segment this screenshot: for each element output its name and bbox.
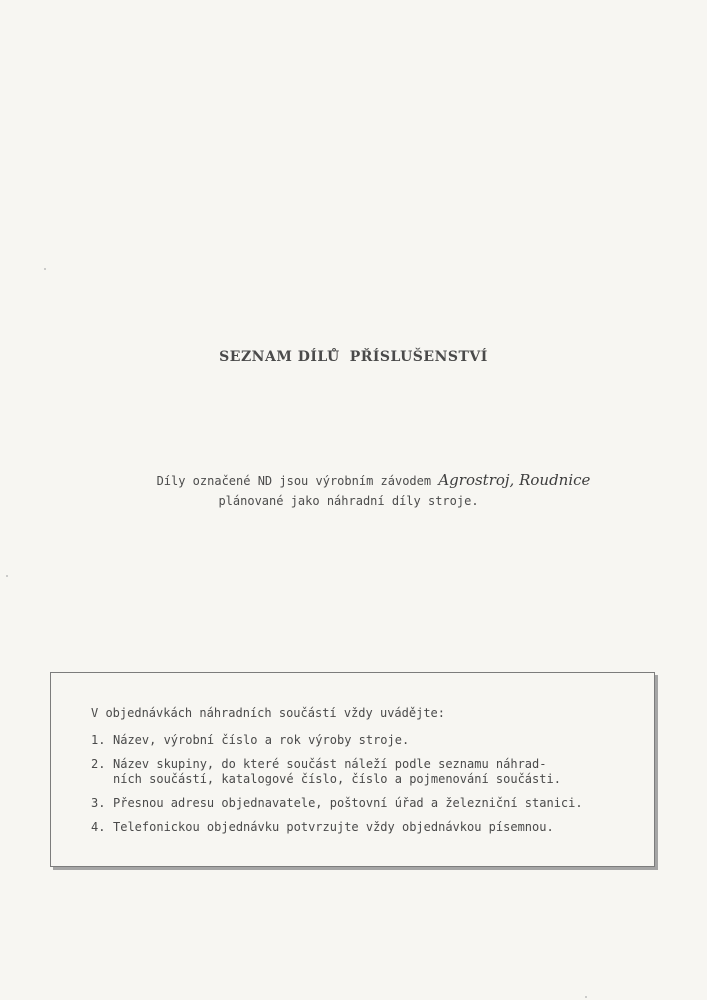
ordering-instructions-box bbox=[50, 672, 655, 867]
item-text-line: Přesnou adresu objednavatele, poštovní úřad a železniční stanici. bbox=[113, 796, 583, 810]
note-line-1-text: Díly označené ND jsou výrobním závodem bbox=[156, 474, 432, 488]
item-text-line: Telefonickou objednávku potvrzujte vždy objednávkou písemnou. bbox=[113, 820, 554, 834]
instructions-list bbox=[91, 733, 624, 835]
list-item bbox=[91, 820, 624, 835]
scan-speck bbox=[585, 996, 587, 998]
item-text-line: Název, výrobní číslo a rok výroby stroje. bbox=[113, 733, 410, 747]
item-text bbox=[113, 796, 624, 811]
title-part-1: SEZNAM DÍLŮ bbox=[219, 349, 340, 366]
manufacturer-name: Agrostroj, Roudnice bbox=[438, 471, 591, 489]
instructions-heading: V objednávkách náhradních součástí vždy uvádějte: bbox=[91, 706, 446, 720]
item-number: 2. bbox=[91, 757, 106, 771]
note-line-2: plánované jako náhradní díly stroje. bbox=[218, 494, 479, 508]
item-text-line: ních součástí, katalogové číslo, číslo a pojmenování součásti. bbox=[113, 772, 561, 786]
replacement-parts-note bbox=[0, 470, 707, 511]
title-part-2: PŘÍSLUŠENSTVÍ bbox=[349, 349, 488, 366]
item-number: 3. bbox=[91, 796, 106, 810]
page-title bbox=[0, 349, 707, 365]
scan-speck bbox=[6, 575, 8, 577]
item-text-line: Název skupiny, do které součást náleží podle seznamu náhrad- bbox=[113, 757, 547, 771]
item-text bbox=[113, 757, 624, 787]
item-text bbox=[113, 733, 624, 748]
list-item bbox=[91, 733, 624, 748]
list-item bbox=[91, 757, 624, 787]
item-text bbox=[113, 820, 624, 835]
item-number: 1. bbox=[91, 733, 106, 747]
item-number: 4. bbox=[91, 820, 106, 834]
note-line-1 bbox=[0, 470, 707, 491]
list-item bbox=[91, 796, 624, 811]
scan-speck bbox=[44, 268, 46, 270]
